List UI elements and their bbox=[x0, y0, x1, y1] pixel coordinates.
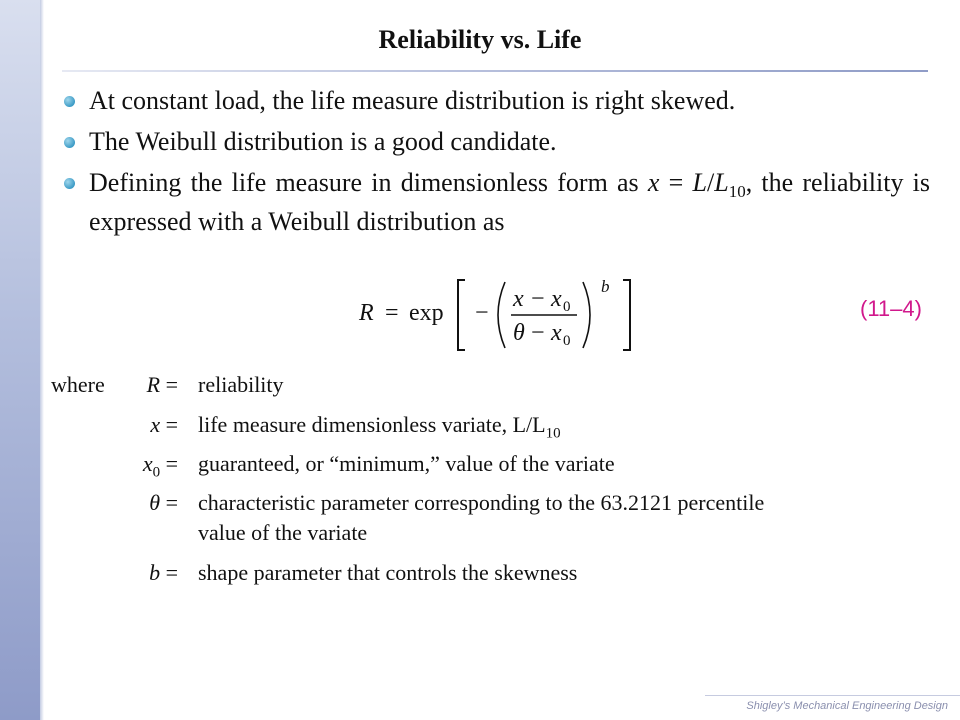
den-minus: − bbox=[531, 320, 545, 346]
footer-divider bbox=[705, 695, 960, 696]
where-symbol: x = bbox=[150, 412, 178, 437]
subscript-10: 10 bbox=[728, 182, 746, 202]
equation-number: (11–4) bbox=[860, 296, 922, 321]
num-x0: x bbox=[551, 286, 562, 312]
den-x0-sub: 0 bbox=[563, 333, 571, 349]
where-symbol: b = bbox=[149, 560, 178, 585]
eq-exp: exp bbox=[409, 300, 444, 326]
footer-text: Shigley’s Mechanical Engineering Design bbox=[746, 700, 948, 712]
where-row-theta bbox=[0, 490, 960, 545]
where-desc: guaranteed, or “minimum,” value of the variate bbox=[198, 451, 615, 476]
where-row-b bbox=[0, 560, 960, 586]
eq-exponent-b: b bbox=[601, 277, 610, 296]
where-symbol: R = bbox=[146, 372, 178, 397]
side-decoration-edge bbox=[40, 0, 44, 720]
den-x0: x bbox=[551, 320, 562, 346]
bullet-text: The Weibull distribution is a good candidate. bbox=[89, 127, 557, 156]
num-x: x bbox=[513, 286, 524, 312]
where-desc: characteristic parameter corresponding to the 63.2121 percentile bbox=[198, 490, 765, 515]
bullet-dot-icon bbox=[64, 178, 75, 189]
left-paren bbox=[498, 282, 505, 348]
where-desc: life measure dimensionless variate, $L/L_{10}$ bbox=[198, 412, 561, 442]
eq-minus: − bbox=[475, 300, 489, 326]
right-paren bbox=[583, 282, 590, 348]
side-decoration-bar bbox=[0, 0, 40, 720]
slide-title: Reliability vs. Life bbox=[378, 25, 582, 54]
where-row-x bbox=[0, 412, 960, 442]
bullet-item bbox=[60, 168, 930, 237]
title-divider bbox=[62, 70, 928, 72]
left-bracket bbox=[458, 280, 465, 350]
where-symbol: θ = bbox=[149, 490, 178, 515]
slash: / bbox=[707, 168, 715, 197]
bullet-item bbox=[60, 127, 930, 157]
var-x: x bbox=[647, 168, 660, 197]
equals-sign: = bbox=[659, 168, 693, 197]
bullet-dot-icon bbox=[64, 137, 75, 148]
where-desc: reliability bbox=[198, 372, 284, 397]
den-theta: θ bbox=[513, 320, 525, 346]
where-desc-continued: value of the variate bbox=[198, 520, 368, 545]
bullet-text: At constant load, the life measure distribution is right skewed. bbox=[89, 86, 736, 115]
bullet-item bbox=[60, 86, 930, 116]
eq-lhs: R bbox=[359, 300, 374, 326]
where-label: where bbox=[51, 372, 105, 397]
where-symbol: $x_0$ = bbox=[142, 451, 178, 481]
var-L10: L bbox=[714, 168, 729, 197]
weibull-equation bbox=[355, 268, 655, 358]
num-x0-sub: 0 bbox=[563, 299, 571, 315]
num-minus: − bbox=[531, 286, 545, 312]
bullet-dot-icon bbox=[64, 96, 75, 107]
where-desc: shape parameter that controls the skewness bbox=[198, 560, 578, 585]
bullet-text-suffix: , the reliability is expressed with a Weibull distribution as bbox=[89, 168, 931, 237]
bullet-list bbox=[60, 86, 930, 248]
var-L: L bbox=[692, 168, 707, 197]
where-row-R bbox=[0, 372, 960, 398]
eq-equals: = bbox=[385, 300, 399, 326]
right-bracket bbox=[623, 280, 630, 350]
where-row-x0 bbox=[0, 451, 960, 481]
bullet-text-prefix: Defining the life measure in dimensionless form as bbox=[89, 168, 648, 197]
